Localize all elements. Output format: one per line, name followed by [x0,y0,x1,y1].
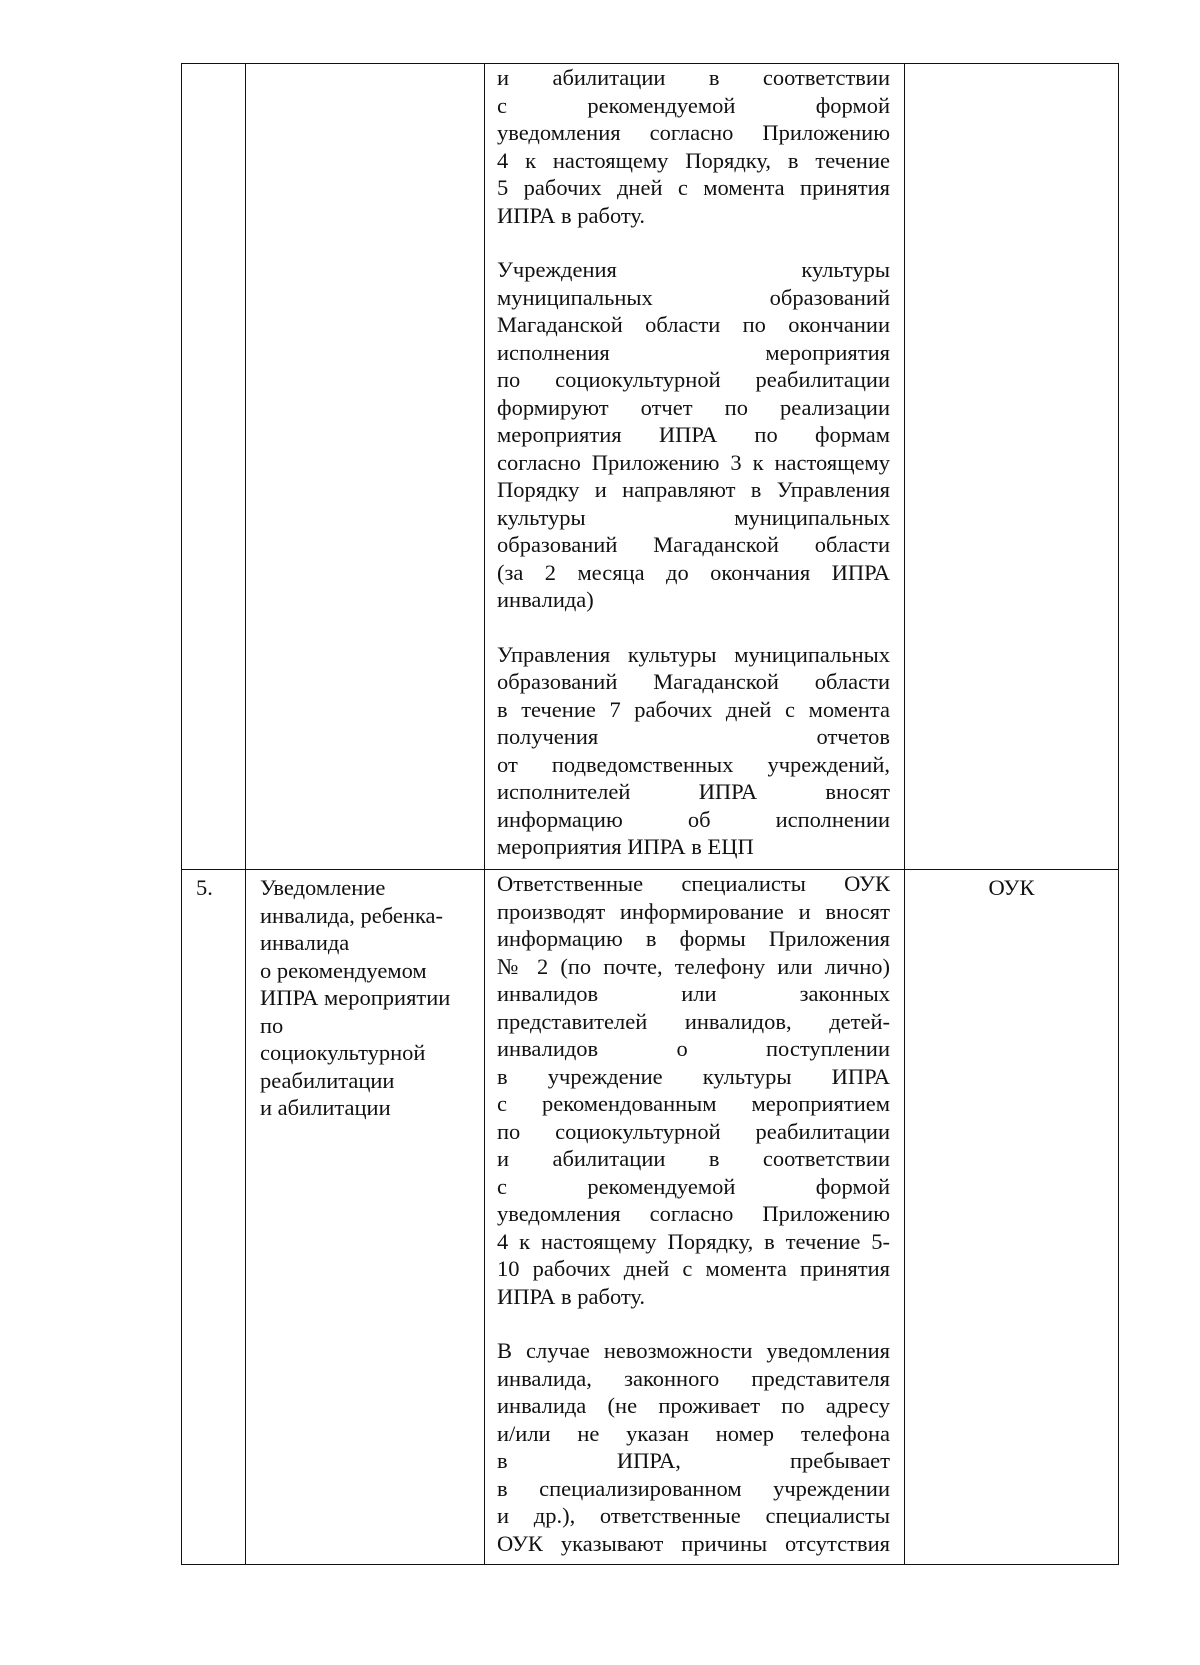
procedure-description-cell [485,64,905,870]
text-line: Магаданской области по окончании [497,312,890,337]
text-line: исполнителей ИПРА вносят [497,779,890,804]
text-line: согласно Приложению 3 к настоящему [497,449,890,475]
text-line: Порядку и направляют в Управления [497,477,890,502]
text-line: уведомления согласно Приложению [497,1201,890,1226]
text-line: (за 2 месяца до окончания ИПРА [497,559,890,585]
executor-cell [905,64,1119,870]
paragraph [497,1337,890,1557]
title-line: инвалида [260,930,350,955]
text-line: с рекомендуемой формой [497,92,890,118]
text-line: с рекомендованным мероприятием [497,1091,890,1116]
text-line: Управления культуры муниципальных [497,641,890,667]
title-line: о рекомендуемом [260,957,427,983]
table-row [182,870,1119,1565]
text-line: производят информирование и вносят [497,898,890,924]
title-line: и абилитации [260,1095,391,1120]
text-line: 4 к настоящему Порядку, в течение 5- [497,1228,890,1254]
text-line: инвалида (не проживает по адресу [497,1393,890,1418]
paragraph [497,870,890,1310]
row-number-cell: 5. [182,870,246,1565]
text-line: Учреждения культуры [497,257,890,282]
paragraph [497,641,890,861]
text-line: инвалидов о поступлении [497,1036,890,1061]
text-line: ИПРА в работу. [497,202,646,228]
paragraph [497,256,890,614]
title-line: ИПРА мероприятии [260,985,451,1010]
text-line: информацию в формы Приложения [497,926,890,951]
text-line: в ИПРА, пребывает [497,1448,890,1473]
text-line: В случае невозможности уведомления [497,1338,890,1363]
text-line: культуры муниципальных [497,504,890,530]
text-line: 5 рабочих дней с момента принятия [497,175,890,200]
procedure-description-cell [485,870,905,1565]
text-line: и/или не указан номер телефона [497,1420,890,1446]
text-line: в течение 7 рабочих дней с момента [497,696,890,722]
title-line: реабилитации [260,1067,395,1093]
text-line: инвалида) [497,587,594,612]
paragraph-gap [497,614,890,641]
executor-cell: ОУК [905,870,1119,1565]
text-line: мероприятия ИПРА по формам [497,422,890,447]
action-title-cell [246,64,485,870]
text-line: и абилитации в соответствии [497,65,890,90]
text-line: по социокультурной реабилитации [497,1118,890,1144]
text-line: инвалидов или законных [497,981,890,1006]
text-line: в учреждение культуры ИПРА [497,1063,890,1089]
text-line: уведомления согласно Приложению [497,120,890,145]
paragraph [497,64,890,229]
title-line: инвалида, ребенка- [260,902,444,928]
text-line: ОУК указывают причины отсутствия [497,1530,890,1556]
text-line: информацию об исполнении [497,806,890,832]
text-line: образований Магаданской области [497,532,890,557]
procedure-table [181,63,1119,1565]
text-line: инвалида, законного представителя [497,1365,890,1391]
title-line: по [260,1012,284,1038]
title-line: Уведомление [260,875,386,900]
text-line: формируют отчет по реализации [497,394,890,420]
row-number-cell [182,64,246,870]
action-title-cell [246,870,485,1565]
paragraph-gap [497,1310,890,1337]
text-line: ИПРА в работу. [497,1283,646,1309]
text-line: в специализированном учреждении [497,1475,890,1501]
text-line: и абилитации в соответствии [497,1146,890,1171]
text-line: Ответственные специалисты ОУК [497,871,890,896]
title-line: социокультурной [260,1040,426,1065]
text-line: образований Магаданской области [497,669,890,694]
text-line: получения отчетов [497,724,890,749]
text-line: 10 рабочих дней с момента принятия [497,1256,890,1281]
text-line: по социокультурной реабилитации [497,367,890,392]
text-line: от подведомственных учреждений, [497,751,890,777]
text-line: 4 к настоящему Порядку, в течение [497,147,890,173]
text-line: и др.), ответственные специалисты [497,1503,890,1528]
paragraph-gap [497,229,890,256]
text-line: представителей инвалидов, детей- [497,1008,890,1034]
text-line: исполнения мероприятия [497,339,890,365]
text-line: муниципальных образований [497,284,890,310]
text-line: с рекомендуемой формой [497,1173,890,1199]
text-line: мероприятия ИПРА в ЕЦП [497,834,754,859]
text-line: № 2 (по почте, телефону или лично) [497,953,890,979]
table-row [182,64,1119,870]
